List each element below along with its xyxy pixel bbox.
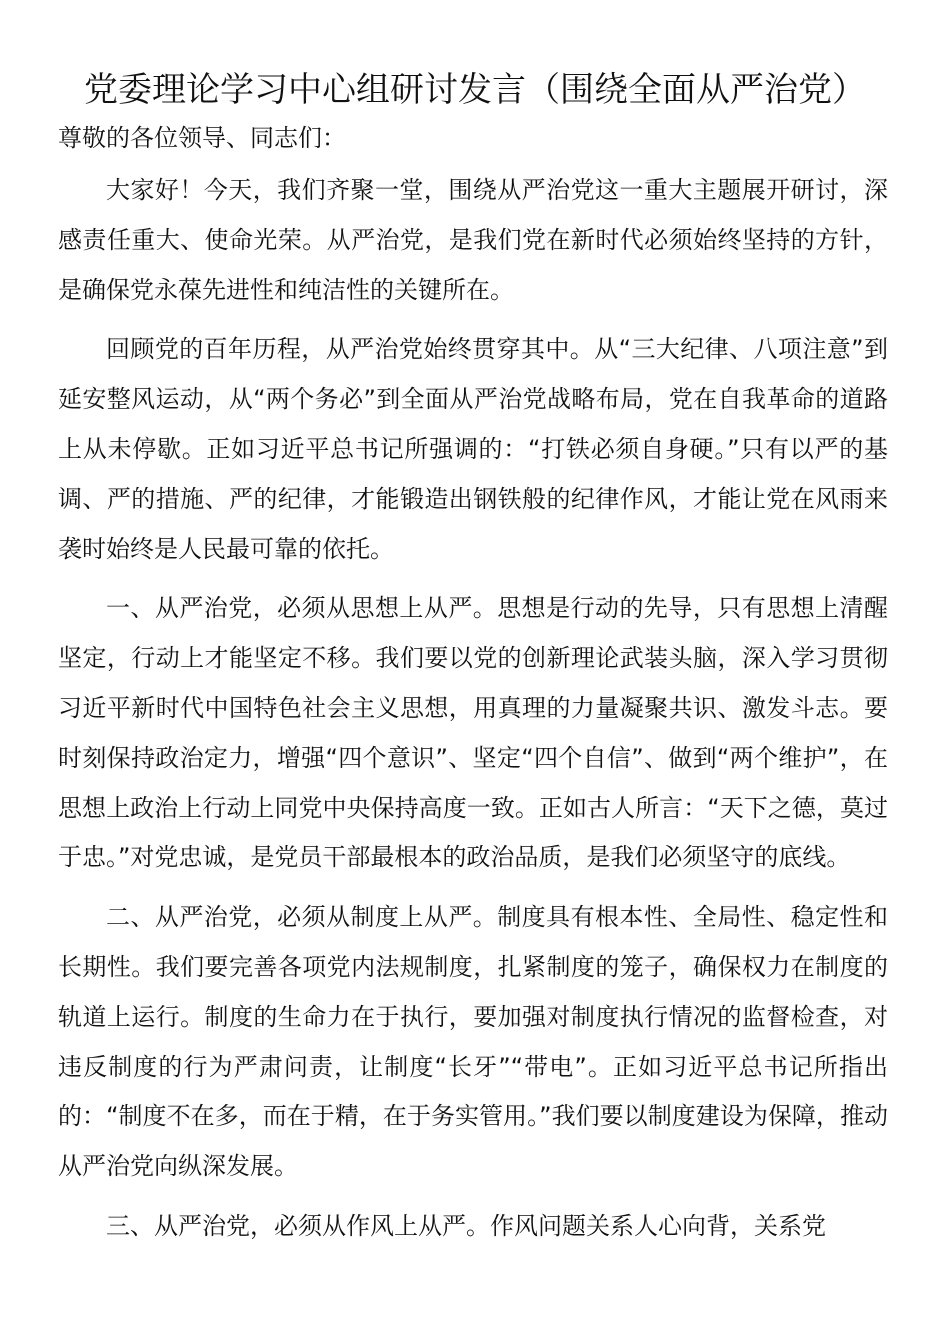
paragraph-history: 回顾党的百年历程，从严治党始终贯穿其中。从“三大纪律、八项注意”到延安整风运动，从“两个务必”到全面从严治党战略布局，党在自我革命的道路上从未停歇。正如习近平总书记所强调的：“打铁必须自身硬。”只有以严的基调、严的措施、严的纪律，才能锻造出钢铁般的纪律作风，才能让党在风雨来袭时始终是人民最可靠的依托。 [58, 335, 888, 563]
document-body [58, 118, 888, 1252]
paragraph-system: 二、从严治党，必须从制度上从严。制度具有根本性、全局性、稳定性和长期性。我们要完善各项党内法规制度，扎紧制度的笼子，确保权力在制度的轨道上运行。制度的生命力在于执行，要加强对制度执行情况的监督检查，对违反制度的行为严肃问责，让制度“长牙”“带电”。正如习近平总书记所指出的：“制度不在多，而在于精，在于务实管用。”我们要以制度建设为保障，推动从严治党向纵深发展。 [58, 903, 888, 1181]
document-title: 党委理论学习中心组研讨发言（围绕全面从严治党） [84, 70, 866, 110]
paragraph-ideology: 一、从严治党，必须从思想上从严。思想是行动的先导，只有思想上清醒坚定，行动上才能坚定不移。我们要以党的创新理论武装头脑，深入学习贯彻习近平新时代中国特色社会主义思想，用真理的力量凝聚共识、激发斗志。要时刻保持政治定力，增强“四个意识”、坚定“四个自信”、做到“两个维护”，在思想上政治上行动上同党中央保持高度一致。正如古人所言：“天下之德，莫过于忠。”对党忠诚，是党员干部最根本的政治品质，是我们必须坚守的底线。 [58, 594, 888, 872]
salutation: 尊敬的各位领导、同志们： [58, 124, 346, 152]
paragraph-opening: 大家好！今天，我们齐聚一堂，围绕从严治党这一重大主题展开研讨，深感责任重大、使命光荣。从严治党，是我们党在新时代必须始终坚持的方针，是确保党永葆先进性和纯洁性的关键所在。 [58, 176, 888, 304]
paragraph-style: 三、从严治党，必须从作风上从严。作风问题关系人心向背，关系党 [106, 1211, 826, 1240]
